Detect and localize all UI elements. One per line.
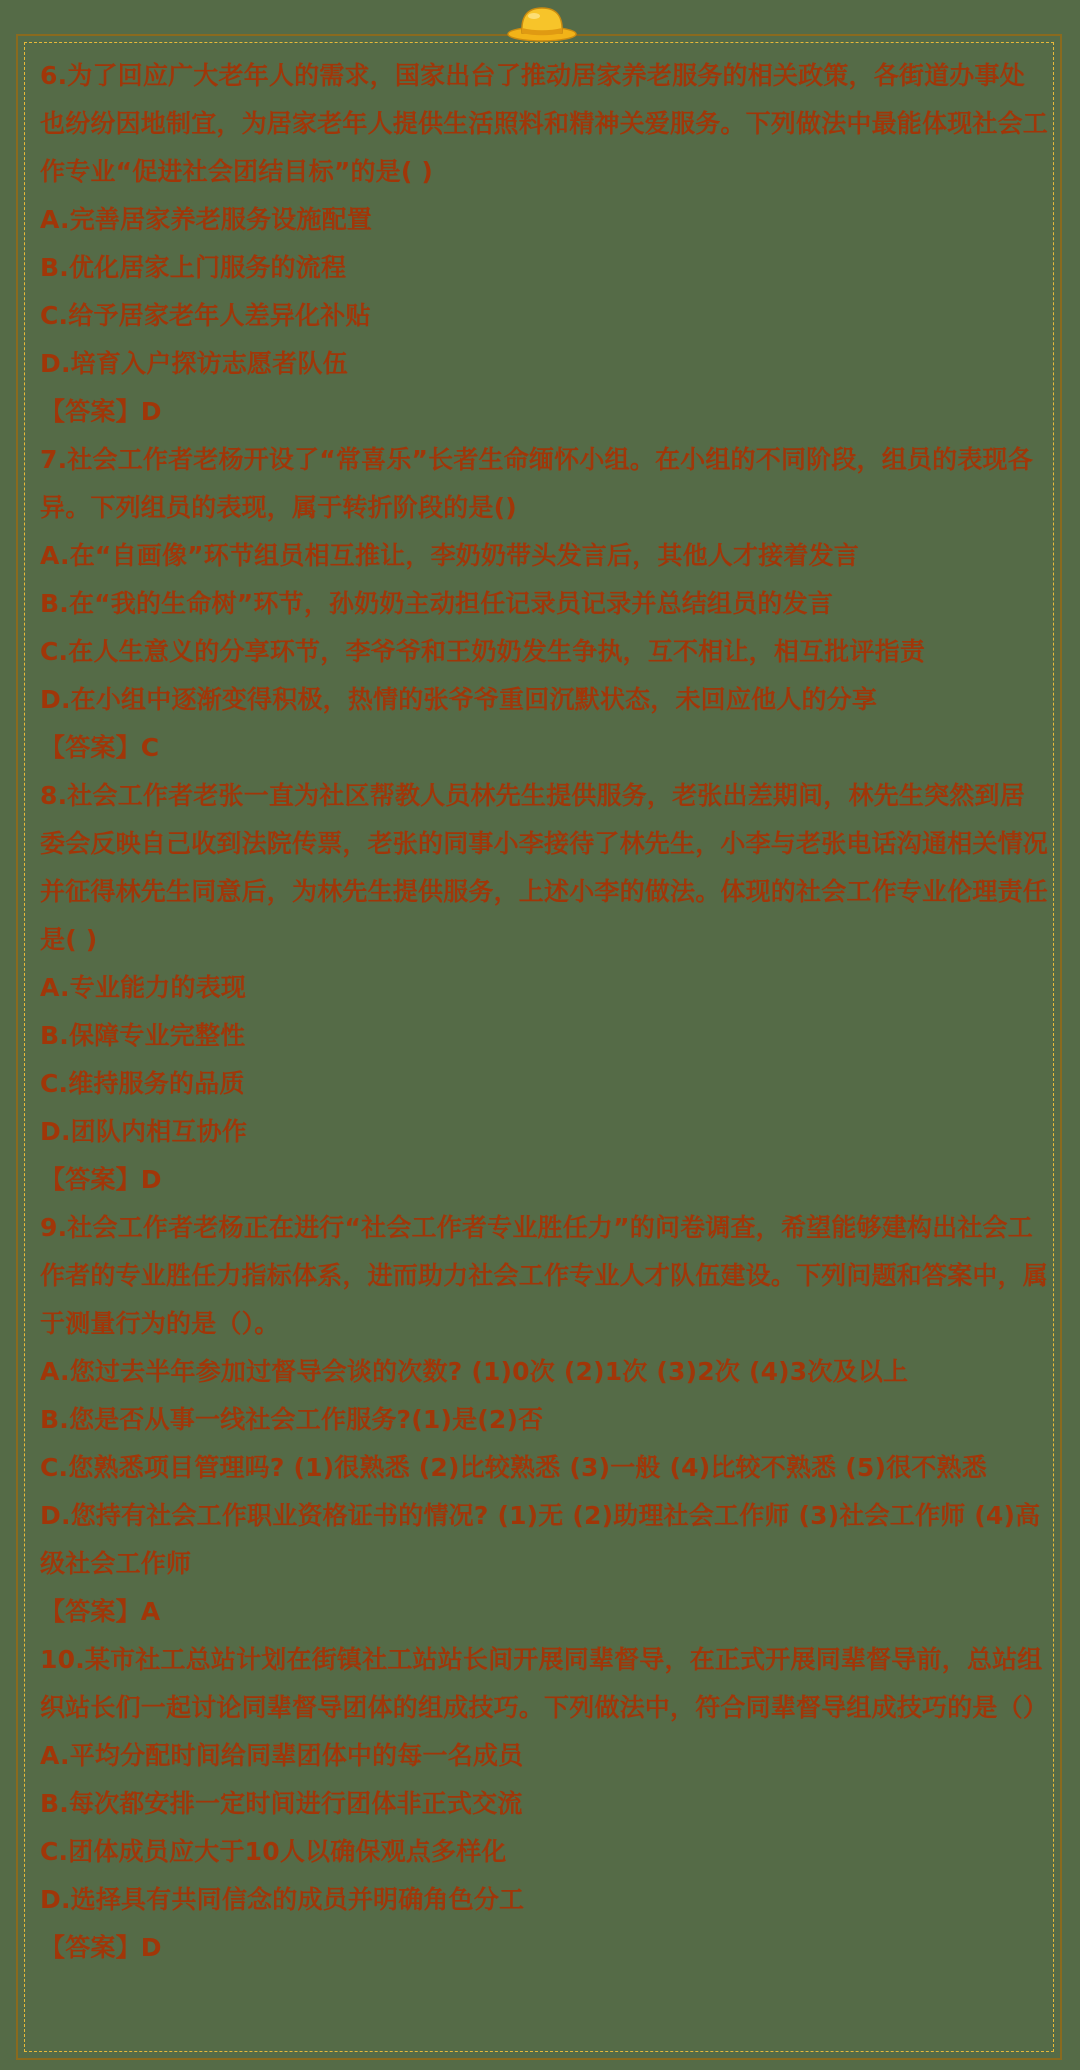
option-b: B.优化居家上门服务的流程	[40, 253, 347, 282]
question-stem: 6.为了回应广大老年人的需求，国家出台了推动居家养老服务的相关政策，各街道办事处也纷纷因地制宜，为居家老年人提供生活照料和精神关爱服务。下列做法中最能体现社会工作专业“促进社会团结目标”的是( )	[40, 61, 1049, 186]
option-b: B.保障专业完整性	[40, 1021, 246, 1050]
answer-label: 【答案】D	[40, 397, 162, 426]
option-a: A.平均分配时间给同辈团体中的每一名成员	[40, 1741, 524, 1770]
question-list	[40, 52, 1050, 1972]
question-stem: 8.社会工作者老张一直为社区帮教人员林先生提供服务，老张出差期间，林先生突然到居委会反映自己收到法院传票，老张的同事小李接待了林先生，小李与老张电话沟通相关情况并征得林先生同意后，为林先生提供服务，上述小李的做法。体现的社会工作专业伦理责任是( )	[40, 781, 1049, 954]
question-8	[40, 772, 1050, 1204]
option-b: B.您是否从事一线社会工作服务?(1)是(2)否	[40, 1405, 544, 1434]
option-a: A.在“自画像”环节组员相互推让，李奶奶带头发言后，其他人才接着发言	[40, 541, 859, 570]
option-a: A.专业能力的表现	[40, 973, 247, 1002]
option-b: B.每次都安排一定时间进行团体非正式交流	[40, 1789, 523, 1818]
answer-label: 【答案】A	[40, 1597, 161, 1626]
option-d: D.您持有社会工作职业资格证书的情况? (1)无 (2)助理社会工作师 (3)社会工作师 (4)高级社会工作师	[40, 1501, 1041, 1578]
question-stem: 7.社会工作者老杨开设了“常喜乐”长者生命缅怀小组。在小组的不同阶段，组员的表现各异。下列组员的表现，属于转折阶段的是()	[40, 445, 1033, 522]
hat-icon	[504, 0, 580, 44]
question-9	[40, 1204, 1050, 1636]
question-stem: 10.某市社工总站计划在街镇社工站站长间开展同辈督导，在正式开展同辈督导前，总站组织站长们一起讨论同辈督导团体的组成技巧。下列做法中，符合同辈督导组成技巧的是（）	[40, 1645, 1049, 1722]
answer-label: 【答案】C	[40, 733, 160, 762]
option-b: B.在“我的生命树”环节，孙奶奶主动担任记录员记录并总结组员的发言	[40, 589, 834, 618]
question-7	[40, 436, 1050, 772]
option-d: D.团队内相互协作	[40, 1117, 248, 1146]
option-d: D.培育入户探访志愿者队伍	[40, 349, 348, 378]
option-c: C.在人生意义的分享环节，李爷爷和王奶奶发生争执，互不相让，相互批评指责	[40, 637, 926, 666]
option-c: C.给予居家老年人差异化补贴	[40, 301, 371, 330]
question-10	[40, 1636, 1050, 1972]
option-c: C.维持服务的品质	[40, 1069, 245, 1098]
option-a: A.完善居家养老服务设施配置	[40, 205, 373, 234]
option-c: C.您熟悉项目管理吗? (1)很熟悉 (2)比较熟悉 (3)一般 (4)比较不熟悉 (5)很不熟悉	[40, 1453, 987, 1482]
question-stem: 9.社会工作者老杨正在进行“社会工作者专业胜任力”的问卷调查，希望能够建构出社会工作者的专业胜任力指标体系，进而助力社会工作专业人才队伍建设。下列问题和答案中，属于测量行为的是（）。	[40, 1213, 1049, 1338]
answer-label: 【答案】D	[40, 1165, 162, 1194]
answer-label: 【答案】D	[40, 1933, 162, 1962]
option-d: D.选择具有共同信念的成员并明确角色分工	[40, 1885, 525, 1914]
question-6	[40, 52, 1050, 436]
option-a: A.您过去半年参加过督导会谈的次数? (1)0次 (2)1次 (3)2次 (4)3次及以上	[40, 1357, 909, 1386]
option-c: C.团体成员应大于10人以确保观点多样化	[40, 1837, 507, 1866]
option-d: D.在小组中逐渐变得积极，热情的张爷爷重回沉默状态，未回应他人的分享	[40, 685, 878, 714]
